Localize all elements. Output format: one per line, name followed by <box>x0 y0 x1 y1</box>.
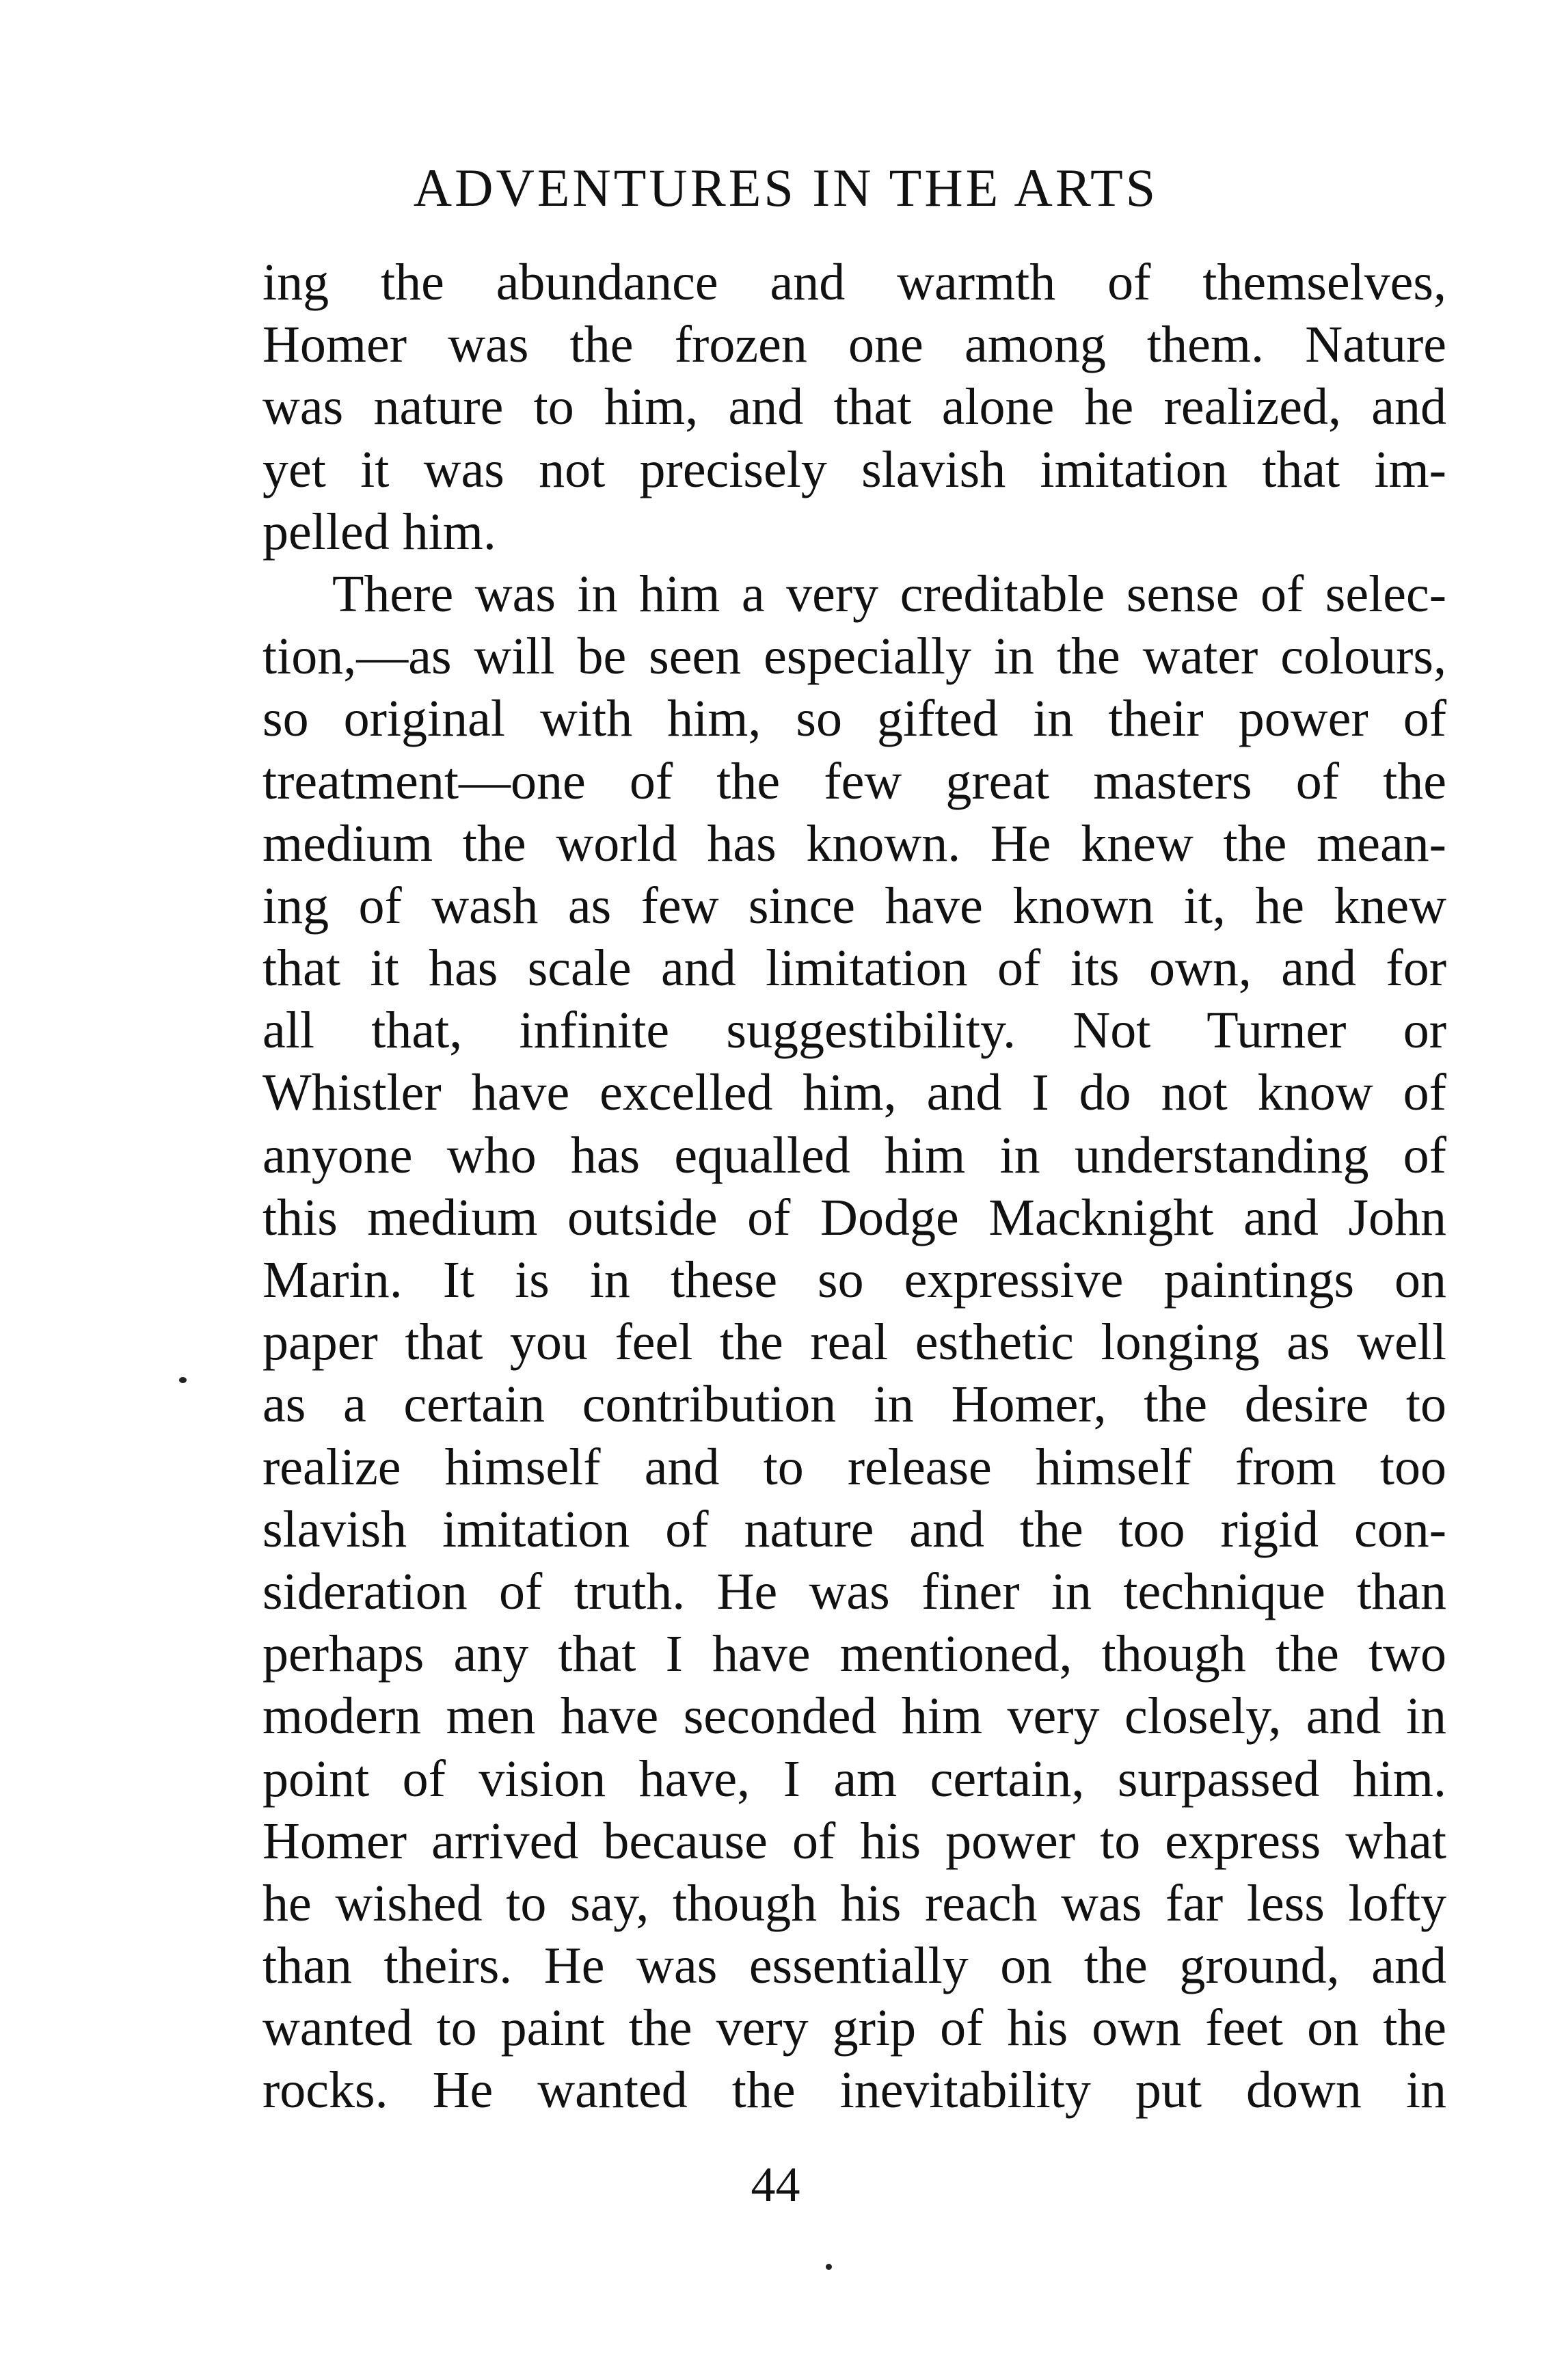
text-line: than theirs. He was essentially on the ground, and <box>262 1937 1446 1995</box>
text-line: Whistler have excelled him, and I do not know of <box>262 1064 1446 1122</box>
page-number: 44 <box>751 2157 800 2212</box>
text-line: point of vision have, I am certain, surpassed him. <box>262 1750 1446 1808</box>
text-line: Homer was the frozen one among them. Nature <box>262 316 1446 374</box>
text-line: wanted to paint the very grip of his own feet on the <box>262 1999 1446 2057</box>
text-line: tion,—as will be seen especially in the water colours, <box>262 628 1446 686</box>
text-line: modern men have seconded him very closely, and in <box>262 1687 1446 1746</box>
text-line: so original with him, so gifted in their power of <box>262 690 1446 748</box>
text-line: slavish imitation of nature and the too rigid con- <box>262 1500 1446 1558</box>
text-line: pelled him. <box>262 503 496 561</box>
text-line: yet it was not precisely slavish imitation that im- <box>262 440 1446 498</box>
text-line: ing the abundance and warmth of themselves, <box>262 254 1446 311</box>
text-line: he wished to say, though his reach was far less lofty <box>262 1874 1446 1932</box>
running-head: ADVENTURES IN THE ARTS <box>413 158 1159 217</box>
body-text <box>262 252 1446 2122</box>
text-line: medium the world has known. He knew the mean- <box>262 814 1446 872</box>
scan-speck <box>826 2264 832 2270</box>
text-line: as a certain contribution in Homer, the desire to <box>262 1376 1446 1434</box>
text-line: ing of wash as few since have known it, he knew <box>262 877 1446 935</box>
paragraph-first-line: There was in him a very creditable sense of selec- <box>332 565 1446 623</box>
text-line: this medium outside of Dodge Macknight and John <box>262 1188 1446 1246</box>
text-line: sideration of truth. He was finer in technique than <box>262 1562 1446 1620</box>
text-line: rocks. He wanted the inevitability put down in <box>262 2061 1446 2120</box>
text-line: that it has scale and limitation of its own, and for <box>262 939 1446 998</box>
text-line: all that, infinite suggestibility. Not Turner or <box>262 1002 1446 1060</box>
text-line: perhaps any that I have mentioned, though the two <box>262 1625 1446 1683</box>
text-line: Homer arrived because of his power to express what <box>262 1812 1446 1870</box>
text-line: was nature to him, and that alone he realized, and <box>262 378 1446 436</box>
text-line: Marin. It is in these so expressive paintings on <box>262 1251 1446 1309</box>
text-line: realize himself and to release himself from too <box>262 1438 1446 1496</box>
scan-speck <box>179 1377 187 1383</box>
text-line: paper that you feel the real esthetic longing as well <box>262 1313 1446 1372</box>
text-line: anyone who has equalled him in understanding of <box>262 1126 1446 1184</box>
text-line: treatment—one of the few great masters of the <box>262 752 1446 810</box>
